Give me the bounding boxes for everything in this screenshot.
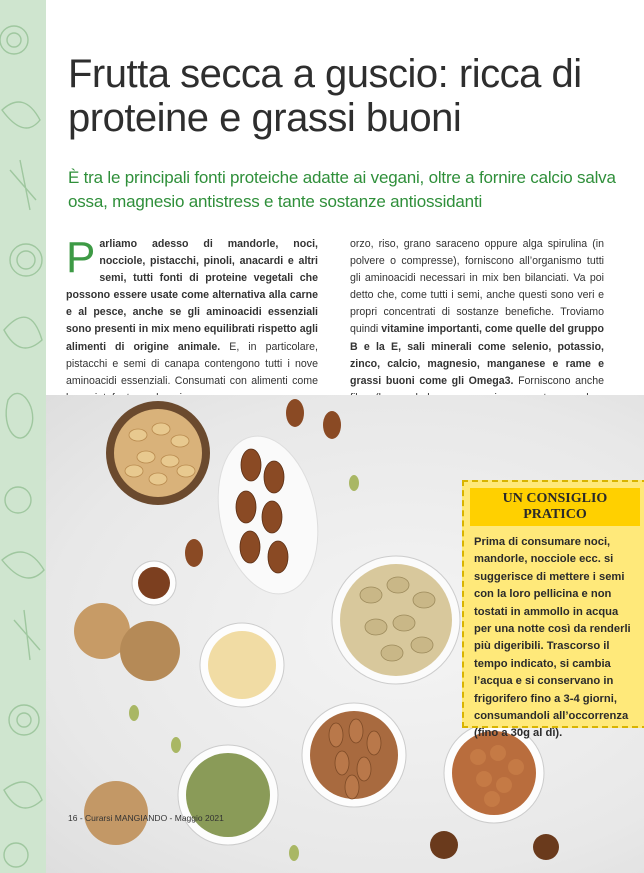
page-footer: 16 - Curarsi MANGIANDO - Maggio 2021: [68, 813, 224, 823]
article-subtitle: È tra le principali fonti proteiche adatte ai vegani, oltre a fornire calcio salva ossa, magnesio antistress e tante sostanze antiossidanti: [68, 168, 616, 211]
tip-body: Prima di consumare noci, mandorle, nocciole ecc. si suggerisce di mettere i semi con la loro pellicina e non tostati in ammollo in acqua per una notte così da renderli più digeribili. Trascorso il tempo indicato, si cambia l’acqua e si conservano in frigorifero fino a 3-4 giorni, consumandoli all’occorrenza (fino a 30g al dì).: [474, 536, 631, 740]
text-column-left: [66, 233, 318, 407]
article-title: Frutta secca a guscio: ricca di proteine e grassi buoni: [68, 52, 582, 140]
decorative-side-strip: [0, 0, 46, 873]
leaf-pattern-icon: [0, 0, 46, 873]
left-body-text: E, in particolare, pistacchi e semi di canapa contengono tutti i nove aminoacidi essenziali. Consumati con alimenti come: [66, 340, 318, 387]
tip-box: [462, 480, 644, 740]
right-body-text-b: Forniscono anche: [518, 374, 604, 387]
intro-bold-text: arliamo adesso di mandorle, noci, nocciole, pistacchi, pinoli, anacardi e altri semi, tutti fonti di proteine vegetali che possono essere usate come alternativa alla carne e al pesce, anche se gli aminoacidi essenziali sono presenti in mix meno equilibrati rispetto agli alimenti di origine animale.: [66, 238, 318, 353]
dropcap: P: [66, 233, 96, 282]
right-bold-text: vitamine importanti, come quelle del gruppo B e la E, sali minerali come selenio, potassio, zinco, calcio, magnesio, manganese e rame e grassi buoni come gli Omega3.: [350, 323, 604, 387]
article-page: [46, 0, 644, 873]
tip-heading: UN CONSIGLIO PRATICO: [470, 488, 640, 526]
right-body-text-a: orzo, riso, grano saraceno oppure alga spirulina (in polvere o compresse), forniscono all’organismo tutti gli aminoacidi necessari in mix ben bilanciati. Va poi detto che, come tutti i semi, anche questi sono veri e propri concentrati di sostanze benefiche. Troviamo quindi: [350, 238, 604, 336]
